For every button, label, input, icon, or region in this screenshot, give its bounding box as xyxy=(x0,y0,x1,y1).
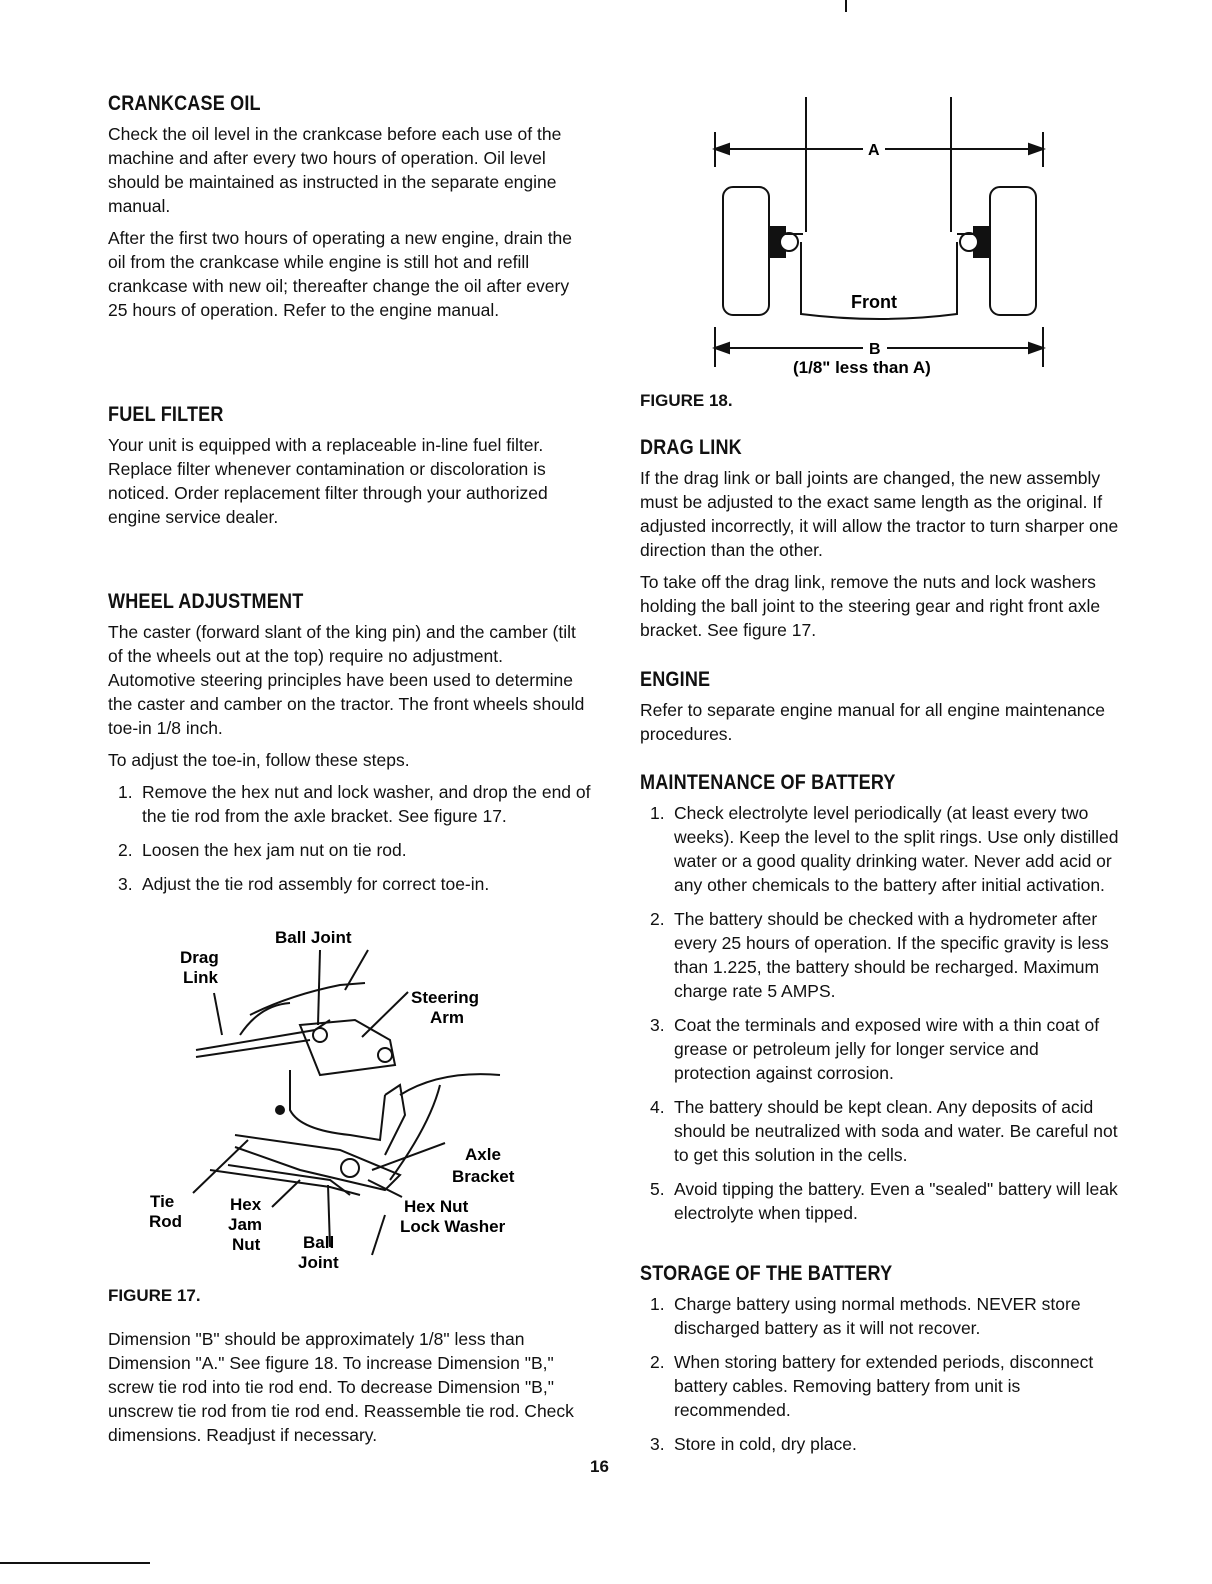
label-axle: Axle xyxy=(465,1145,501,1164)
top-edge-mark xyxy=(845,0,847,12)
wheel-adjustment-heading: WHEEL ADJUSTMENT xyxy=(108,590,304,613)
list-item: 3. Coat the terminals and exposed wire with a thin coat of grease or petroleum jelly for longer service and protection against corrosion. xyxy=(650,1015,1100,1083)
drag-link-heading: DRAG LINK xyxy=(640,436,742,459)
label-b: B xyxy=(869,341,881,358)
drag-link-p2: To take off the drag link, remove the nuts and lock washers holding the ball joint to the steering gear and right front axle bracket. See figure 17. xyxy=(640,572,1101,640)
crankcase-oil-section xyxy=(108,92,593,322)
engine-section xyxy=(640,668,1120,754)
wheel-adjustment-section xyxy=(108,590,593,906)
label-front: Front xyxy=(851,292,897,312)
figure-18-diagram xyxy=(705,92,1055,382)
fuel-filter-p1: Your unit is equipped with a replaceable in-line fuel filter. Replace filter whenever contamination or discoloration is noticed. Order replacement filter through your authorized engine service dealer. xyxy=(108,435,548,527)
label-drag: Drag xyxy=(180,948,219,967)
toe-in-steps xyxy=(108,780,593,896)
label-hex: Hex xyxy=(230,1195,262,1214)
storage-battery-heading: STORAGE OF THE BATTERY xyxy=(640,1262,893,1285)
label-bracket: Bracket xyxy=(452,1167,515,1186)
list-item: 2. Loosen the hex jam nut on tie rod. xyxy=(118,840,407,860)
label-ball-joint-top: Ball Joint xyxy=(275,928,352,947)
maintenance-battery-list xyxy=(640,801,1120,1225)
wheel-adjustment-p2: To adjust the toe-in, follow these steps. xyxy=(108,750,410,770)
bottom-edge-mark xyxy=(0,1562,150,1564)
list-item: 2. When storing battery for extended periods, disconnect battery cables. Removing battery from unit is recommended. xyxy=(650,1352,1094,1420)
label-jam: Jam xyxy=(228,1215,263,1234)
figure-17-caption-block xyxy=(108,1286,593,1306)
list-item: 3. Adjust the tie rod assembly for correct toe-in. xyxy=(118,874,490,894)
crankcase-oil-p2: After the first two hours of operating a new engine, drain the oil from the crankcase while engine is still hot and refill crankcase with new oil; thereafter change the oil after every 25 hours of operation. Refer to the engine manual. xyxy=(108,228,573,320)
label-steering: Steering xyxy=(411,988,480,1007)
figure-18-caption: FIGURE 18. xyxy=(640,391,733,410)
label-hex-nut: Hex Nut xyxy=(404,1197,469,1216)
label-b-note: (1/8" less than A) xyxy=(793,358,931,377)
storage-battery-list xyxy=(640,1292,1120,1456)
engine-heading: ENGINE xyxy=(640,668,711,691)
figure-18-caption-block xyxy=(640,391,1120,411)
label-joint: Joint xyxy=(298,1253,339,1272)
label-lock-washer: Lock Washer xyxy=(400,1217,506,1236)
label-arm: Arm xyxy=(430,1008,465,1027)
list-item: 1. Charge battery using normal methods. NEVER store discharged battery as it will not recover. xyxy=(650,1294,1081,1338)
list-item: 3. Store in cold, dry place. xyxy=(650,1434,857,1454)
list-item: 4. The battery should be kept clean. Any deposits of acid should be neutralized with soda and water. Be careful not to get this solution in the cells. xyxy=(650,1097,1118,1165)
list-item: 1. Check electrolyte level periodically (at least every two weeks). Keep the level to the split rings. Use only distilled water or a good quality drinking water. Never add acid or any other chemicals to the battery after initial activation. xyxy=(650,803,1119,895)
dimension-paragraph-block xyxy=(108,1327,593,1455)
list-item: 5. Avoid tipping the battery. Even a "sealed" battery will leak electrolyte when tipped. xyxy=(650,1179,1118,1223)
label-ball: Ball xyxy=(303,1233,335,1252)
maintenance-battery-heading: MAINTENANCE OF BATTERY xyxy=(640,771,896,794)
engine-p1: Refer to separate engine manual for all engine maintenance procedures. xyxy=(640,700,1106,744)
label-a: A xyxy=(868,142,880,159)
left-column xyxy=(108,92,593,330)
label-tie: Tie xyxy=(150,1192,175,1211)
wheel-adjustment-p1: The caster (forward slant of the king pin) and the camber (tilt of the wheels out at the top) require no adjustment. Automotive steering principles have been used to determine the caster and camber on the tractor. The front wheels should toe-in 1/8 inch. xyxy=(108,622,585,738)
figure-17-diagram xyxy=(140,925,560,1275)
list-item: 1. Remove the hex nut and lock washer, and drop the end of the tie rod from the axle bracket. See figure 17. xyxy=(118,782,591,826)
figure-17-caption: FIGURE 17. xyxy=(108,1286,201,1305)
fuel-filter-section xyxy=(108,403,593,537)
dimension-paragraph: Dimension "B" should be approximately 1/8" less than Dimension "A." See figure 18. To increase Dimension "B," screw tie rod into tie rod end. To decrease Dimension "B," unscrew tie rod from tie rod end. Reassemble tie rod. Check dimensions. Readjust if necessary. xyxy=(108,1329,574,1445)
label-rod: Rod xyxy=(149,1212,183,1231)
maintenance-battery-section xyxy=(640,771,1120,1235)
drag-link-section xyxy=(640,436,1120,650)
label-nut: Nut xyxy=(232,1235,261,1254)
drag-link-p1: If the drag link or ball joints are changed, the new assembly must be adjusted to the exact same length as the original. If adjusted incorrectly, it will allow the tractor to turn sharper one direction than the other. xyxy=(640,468,1119,560)
fuel-filter-heading: FUEL FILTER xyxy=(108,403,224,426)
crankcase-oil-p1: Check the oil level in the crankcase before each use of the machine and after every two hours of operation. Oil level should be maintained as instructed in the separate engine manual. xyxy=(108,124,562,216)
storage-battery-section xyxy=(640,1262,1120,1466)
crankcase-oil-heading: CRANKCASE OIL xyxy=(108,92,261,115)
list-item: 2. The battery should be checked with a hydrometer after every 25 hours of operation. If the specific gravity is less than 1.225, the battery should be recharged. Maximum charge rate 5 AMPS. xyxy=(650,909,1109,1001)
label-link: Link xyxy=(183,968,218,987)
page-number: 16 xyxy=(590,1457,609,1476)
